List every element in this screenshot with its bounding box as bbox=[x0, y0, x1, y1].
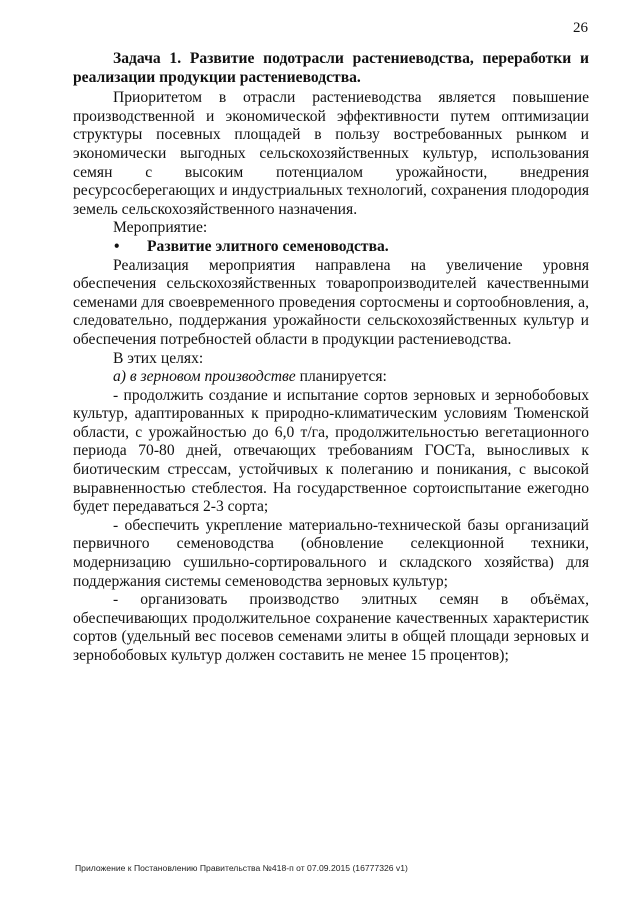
grain-production-line bbox=[73, 368, 589, 387]
implementation-paragraph: Реализация мероприятия направлена на увеличение уровня обеспечения сельскохозяйственных товаропроизводителей качественными семенами для своевременного проведения сортосмены и сортообновления, а, следовательно, поддержания урожайности сельскохозяйственных культур и обеспечения потребностей области в продукции растениеводства. bbox=[73, 256, 589, 348]
document-body bbox=[73, 50, 589, 666]
plan-item-3: - организовать производство элитных семян в объёмах, обеспечивающих продолжительное сохранение качественных характеристик сортов (удельный вес посевов семенами элиты в общей площади зерновых и зернобобовых культур должен составить не менее 15 процентов); bbox=[73, 591, 589, 664]
page-number: 26 bbox=[573, 20, 588, 36]
bullet-icon: • bbox=[114, 237, 120, 255]
plan-item-2: - обеспечить укрепление материально-технической базы организаций первичного семеноводства (обновление селекционной техники, модернизацию сушильно-сортировального и складского хозяйства) для поддержания системы семеноводства зерновых культур; bbox=[73, 516, 589, 590]
intro-paragraph: Приоритетом в отрасли растениеводства является повышение производственной и экономической эффективности путем оптимизации структуры посевных площадей в пользу востребованных рынком и экономически выгодных сельскохозяйственных культур, использования семян с высоким потенциалом урожайности, внедрения ресурсосберегающих и индустриальных технологий, сохранения плодородия земель сельскохозяйственного назначения. bbox=[73, 89, 589, 218]
task-heading: Задача 1. Развитие подотрасли растениеводства, переработки и реализации продукции растениеводства. bbox=[73, 50, 589, 86]
goals-intro: В этих целях: bbox=[113, 349, 204, 367]
bullet-title: Развитие элитного семеноводства. bbox=[147, 237, 389, 255]
grain-production-rest: планируется: bbox=[295, 368, 387, 386]
document-footer: Приложение к Постановлению Правительства №418-п от 07.09.2015 (16777326 v1) bbox=[75, 863, 408, 873]
bullet-item bbox=[73, 238, 589, 257]
grain-production-label: а) в зерновом производстве bbox=[113, 368, 296, 386]
plan-item-1: - продолжить создание и испытание сортов зерновых и зернобобовых культур, адаптированных к природно-климатическим условиям Тюменской области, с урожайностью до 6,0 т/га, продолжительностью вегетационного периода 70-80 дней, отвечающих требованиям ГОСТа, выносливых к биотическим стрессам, устойчивых к полеганию и поникания, с высокой выравненностью стеблестоя. На государственное сортоиспытание ежегодно будет передаваться 2-3 сорта; bbox=[73, 386, 589, 516]
measure-label: Мероприятие: bbox=[113, 219, 208, 237]
